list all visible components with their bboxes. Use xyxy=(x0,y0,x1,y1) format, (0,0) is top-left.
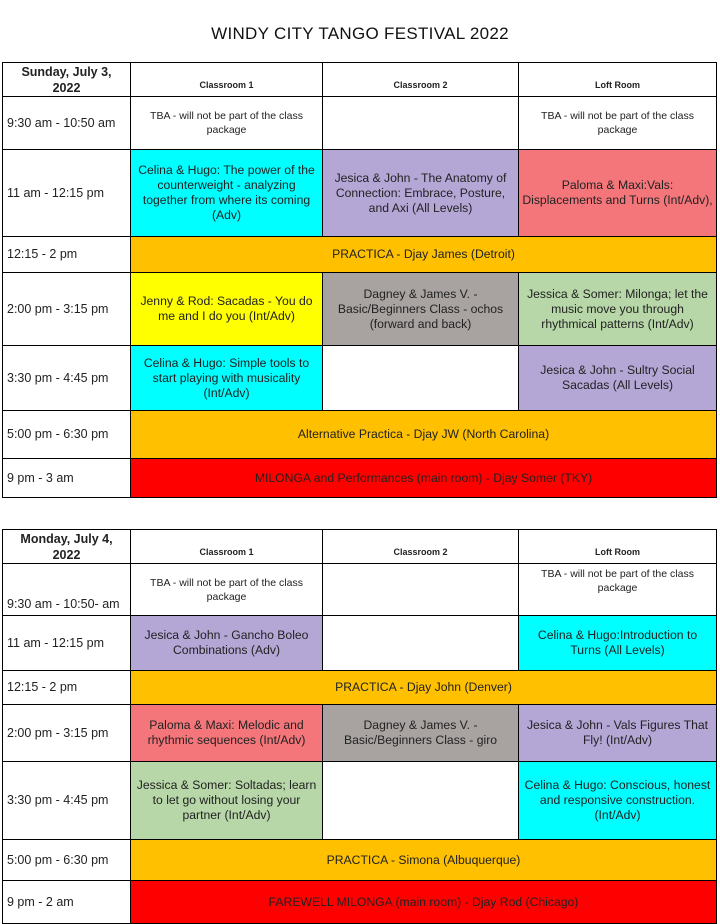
time-slot: 5:00 pm - 6:30 pm xyxy=(3,411,131,459)
schedule-table-sunday xyxy=(2,62,717,498)
class-cell: Dagney & James V. - Basic/Beginners Class - giro xyxy=(323,705,519,762)
time-slot: 9:30 am - 10:50 am xyxy=(3,97,131,150)
class-cell xyxy=(323,616,519,671)
time-slot: 9:30 am - 10:50- am xyxy=(3,564,131,616)
room-header-classroom-2: Classroom 2 xyxy=(323,63,519,97)
time-slot: 12:15 - 2 pm xyxy=(3,237,131,273)
time-slot: 5:00 pm - 6:30 pm xyxy=(3,840,131,881)
class-cell: Jenny & Rod: Sacadas - You do me and I do you (Int/Adv) xyxy=(131,273,323,346)
milonga-cell: FAREWELL MILONGA (main room) - Djay Rod (Chicago) xyxy=(131,881,717,924)
time-slot: 3:30 pm - 4:45 pm xyxy=(3,762,131,840)
class-cell: Jesica & John - Gancho Boleo Combinations (Adv) xyxy=(131,616,323,671)
class-cell xyxy=(323,564,519,616)
day-header: Monday, July 4, 2022 xyxy=(3,530,131,564)
class-cell: Jesica & John - Sultry Social Sacadas (All Levels) xyxy=(519,346,717,411)
table-row xyxy=(3,762,717,840)
time-slot: 11 am - 12:15 pm xyxy=(3,150,131,237)
header-row xyxy=(3,530,717,564)
milonga-cell: MILONGA and Performances (main room) - Djay Somer (TKY) xyxy=(131,459,717,498)
page-title: WINDY CITY TANGO FESTIVAL 2022 xyxy=(211,24,509,43)
class-cell: TBA - will not be part of the class package xyxy=(519,564,717,616)
time-slot: 3:30 pm - 4:45 pm xyxy=(3,346,131,411)
table-row xyxy=(3,237,717,273)
time-slot: 2:00 pm - 3:15 pm xyxy=(3,705,131,762)
table-row xyxy=(3,881,717,924)
room-header-loft-room: Loft Room xyxy=(519,530,717,564)
table-row xyxy=(3,459,717,498)
class-cell: TBA - will not be part of the class package xyxy=(519,97,717,150)
table-row xyxy=(3,840,717,881)
table-row xyxy=(3,411,717,459)
class-cell: Celina & Hugo:Introduction to Turns (All Levels) xyxy=(519,616,717,671)
room-header-classroom-2: Classroom 2 xyxy=(323,530,519,564)
table-row xyxy=(3,671,717,705)
class-cell xyxy=(323,346,519,411)
class-cell: TBA - will not be part of the class package xyxy=(131,564,323,616)
practica-cell: PRACTICA - Simona (Albuquerque) xyxy=(131,840,717,881)
table-row xyxy=(3,346,717,411)
class-cell: Dagney & James V. - Basic/Beginners Class - ochos (forward and back) xyxy=(323,273,519,346)
practica-cell: PRACTICA - Djay John (Denver) xyxy=(131,671,717,705)
class-cell: Celina & Hugo: Simple tools to start playing with musicality (Int/Adv) xyxy=(131,346,323,411)
table-row xyxy=(3,564,717,616)
class-cell: Jesica & John - The Anatomy of Connection: Embrace, Posture, and Axi (All Levels) xyxy=(323,150,519,237)
class-cell: Celina & Hugo: Conscious, honest and responsive construction. (Int/Adv) xyxy=(519,762,717,840)
class-cell: Jesica & John - Vals Figures That Fly! (Int/Adv) xyxy=(519,705,717,762)
class-cell xyxy=(323,762,519,840)
table-row xyxy=(3,705,717,762)
table-row xyxy=(3,97,717,150)
class-cell: Paloma & Maxi: Melodic and rhythmic sequences (Int/Adv) xyxy=(131,705,323,762)
class-cell: TBA - will not be part of the class package xyxy=(131,97,323,150)
room-header-classroom-1: Classroom 1 xyxy=(131,63,323,97)
time-slot: 9 pm - 3 am xyxy=(3,459,131,498)
table-row xyxy=(3,150,717,237)
day-header: Sunday, July 3, 2022 xyxy=(3,63,131,97)
header-row xyxy=(3,63,717,97)
time-slot: 9 pm - 2 am xyxy=(3,881,131,924)
time-slot: 11 am - 12:15 pm xyxy=(3,616,131,671)
class-cell xyxy=(323,97,519,150)
class-cell: Jessica & Somer: Milonga; let the music move you through rhythmical patterns (Int/Adv) xyxy=(519,273,717,346)
time-slot: 2:00 pm - 3:15 pm xyxy=(3,273,131,346)
practica-cell: Alternative Practica - Djay JW (North Carolina) xyxy=(131,411,717,459)
time-slot: 12:15 - 2 pm xyxy=(3,671,131,705)
practica-cell: PRACTICA - Djay James (Detroit) xyxy=(131,237,717,273)
class-cell: Celina & Hugo: The power of the counterweight - analyzing together from where its coming (Adv) xyxy=(131,150,323,237)
table-row xyxy=(3,273,717,346)
class-cell: Jessica & Somer: Soltadas; learn to let go without losing your partner (Int/Adv) xyxy=(131,762,323,840)
table-row xyxy=(3,616,717,671)
room-header-loft-room: Loft Room xyxy=(519,63,717,97)
class-cell: Paloma & Maxi:Vals: Displacements and Turns (Int/Adv), xyxy=(519,150,717,237)
room-header-classroom-1: Classroom 1 xyxy=(131,530,323,564)
schedule-table-monday xyxy=(2,529,717,924)
